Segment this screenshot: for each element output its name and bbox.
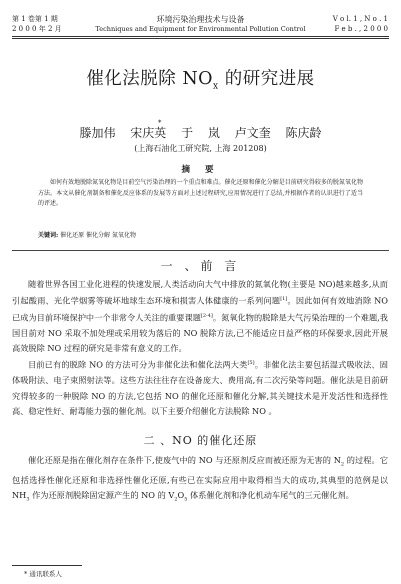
- citation: [5]: [247, 360, 255, 367]
- affiliation: (上海石油化工研究院, 上海 201208): [134, 144, 267, 153]
- footnote-rule: [12, 565, 82, 566]
- section2-body: [12, 453, 388, 508]
- keywords-label: 关键词:: [38, 232, 59, 239]
- section2-paragraph-1: [12, 453, 388, 508]
- text-run: 。因此如何有效地消除 NO 已成为目前环境保护中一个非常令人关注的重要课题: [12, 295, 388, 323]
- text-run: 随着世界各国工业化进程的快速发展,人类活动向大气中排放的氮氧化物(主要是 NO)越来越多,从而引起酸雨、光化学烟雾等破坏地球生态环境和损害人体健康的一系列问题: [12, 279, 388, 306]
- section2-title: 二 、NO 的催化还原: [143, 434, 258, 447]
- text-run: 的过程。它包括选择性催化还原和非选择性催化还原,有些已在实际应用中取得相当大的成功,其典型的范例是以 NH: [12, 455, 389, 501]
- text-run: 作为还原剂脱除固定源产生的 NO 的 V: [29, 490, 175, 501]
- keywords-text: 催化还原 催化分解 氮氧化物: [58, 232, 136, 239]
- keywords: [38, 232, 136, 240]
- paper-title: [0, 65, 401, 92]
- journal-month: F e b . , 2 0 0 0: [334, 25, 388, 33]
- text-run: 催化还原是指在催化剂存在条件下,使废气中的 NO 与还原剂反应而被还原为无害的 N: [28, 455, 341, 465]
- citation: [2-4]: [200, 313, 213, 320]
- subscript: 2: [340, 461, 345, 468]
- header-rule-2: [12, 38, 389, 39]
- authors: 滕加伟 宋庆英 于 岚 卢文奎 陈庆龄: [79, 126, 322, 140]
- abstract-heading: 摘 要: [181, 165, 220, 175]
- section1-body: [12, 277, 388, 419]
- title-subscript: x: [213, 81, 219, 92]
- text-run: 。非催化法主要包括湿式吸收法、固体吸附法、电子束照射法等。这些方法往往存在设备庞大、费用高,有二次污染等问题。催化法是目前研究得较多的一种脱除 NO 的方法,它包括 NO 的催化还原和催化分解,其关键技术是开发活性和选择性高、稳定性好、耐毒能力强的催化剂。以下主要介绍催化方法脱除 NO 。: [12, 360, 388, 416]
- text-run: 目前已有的脱除 NO 的方法可分为非催化法和催化法两大类: [28, 360, 248, 371]
- section1-title: 一 、前 言: [160, 259, 241, 273]
- section1-paragraph-2: [12, 356, 388, 419]
- section1-paragraph-1: [12, 277, 388, 356]
- text-run: 体系催化剂和净化机动车尾气的三元催化剂。: [187, 490, 354, 501]
- subscript: 2: [174, 496, 178, 503]
- text-run: 。氮氧化物的脱除是大气污染治理的一个难题,我国目前对 NO 采取不加处理或采用较为落后的 NO 脱除方法,已不能适应日益严格的环保要求,因此开展高效脱除 NO 过程的研究是非常有意义的工作。: [12, 312, 388, 354]
- abstract-text: 如何有效地脱除氮氧化物是目前空气污染治理的一个重点和难点。催化还原和催化分解是目前研究得较多的脱氮氧化物方法。本文从催化剂制备和催化反应体系的发展等方面对上述过程研究,应用情况进行了总结,并根据作者的认识进行了适当的评述。: [38, 179, 363, 207]
- subscript: 5: [184, 496, 188, 503]
- journal-name: 环境污染治理技术与设备: [156, 15, 245, 24]
- citation: [1]: [280, 296, 288, 303]
- header-rule: [12, 36, 389, 37]
- journal-volume: V o l. 1 , N o . 1: [332, 15, 388, 23]
- text-run: O: [177, 490, 185, 501]
- author-mark: *: [158, 119, 162, 127]
- title-main: 催化法脱除 NO: [86, 69, 214, 89]
- journal-name-en: Techniques and Equipment for Environmental Pollution Control: [95, 25, 306, 33]
- abstract: [38, 178, 363, 210]
- journal-issue: 第 1 卷第 1 期: [12, 15, 58, 23]
- journal-date: 2 0 0 0 年 2 月: [12, 25, 62, 33]
- subscript: 3: [26, 496, 30, 503]
- section-rule: [12, 250, 389, 251]
- title-tail: 的研究进展: [218, 69, 315, 89]
- footnote: * 通讯联系人: [24, 570, 62, 578]
